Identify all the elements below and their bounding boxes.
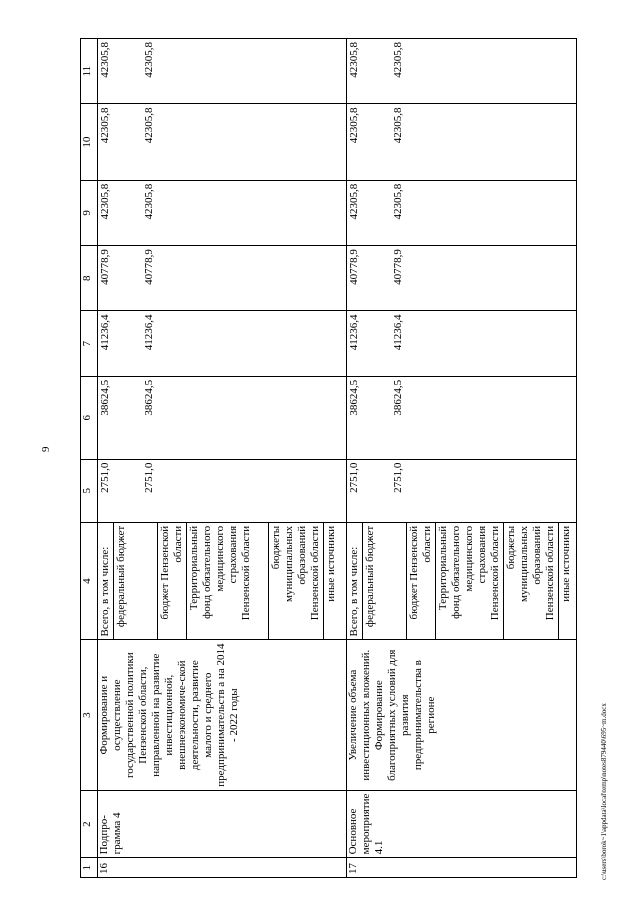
value-regional: 42305,8	[143, 42, 155, 78]
values-col-5	[98, 459, 347, 522]
value-federal	[114, 39, 142, 103]
values-col-7	[98, 311, 347, 376]
value-total: 42305,8	[99, 107, 111, 144]
value-regional: 41236,4	[143, 314, 155, 351]
program-description: Увеличение объема инвестиционных вложений. Формирование благоприятных условий для развития предпринимательства в регионе	[347, 640, 577, 790]
source-other: иные источники	[325, 525, 337, 602]
table-row	[98, 39, 347, 878]
program-name: Основное мероприятие 4.1	[347, 790, 577, 858]
footer-file-path: c:\users\borok~1\appdata\local\temp\notes879440\695~m.docx	[600, 703, 608, 880]
value-federal	[114, 181, 142, 245]
value-federal	[363, 246, 391, 310]
header-cell: 7	[81, 311, 98, 376]
value-federal	[114, 246, 142, 310]
value-total: 2751,0	[99, 462, 111, 493]
value-federal	[114, 311, 142, 375]
header-cell: 2	[81, 790, 98, 858]
source-total: Всего, в том числе:	[347, 523, 363, 640]
header-cell: 8	[81, 246, 98, 311]
value-total: 42305,8	[99, 42, 111, 78]
values-col-10	[347, 104, 577, 180]
value-regional: 42305,8	[143, 183, 155, 220]
header-cell: 5	[81, 459, 98, 522]
header-cell: 9	[81, 180, 98, 245]
value-total: 41236,4	[348, 314, 360, 351]
rotated-table-container	[80, 38, 575, 878]
values-col-11	[347, 39, 577, 104]
source-federal: федеральный бюджет	[363, 523, 407, 640]
budget-table	[80, 38, 577, 878]
value-total: 42305,8	[348, 183, 360, 220]
program-name: Подпро-грамма 4	[98, 790, 347, 858]
value-federal	[363, 377, 391, 459]
values-col-8	[347, 246, 577, 311]
value-federal	[363, 181, 391, 245]
values-col-6	[98, 376, 347, 459]
values-col-7	[347, 311, 577, 376]
source-other: иные источники	[560, 525, 572, 602]
header-cell: 11	[81, 39, 98, 104]
values-col-9	[347, 180, 577, 245]
value-total: 38624,5	[99, 379, 111, 416]
value-federal	[114, 460, 142, 522]
value-federal	[363, 460, 391, 522]
table-row	[347, 39, 577, 878]
values-col-8	[98, 246, 347, 311]
value-federal	[363, 39, 391, 103]
value-total: 38624,5	[348, 379, 360, 416]
value-regional: 42305,8	[392, 183, 404, 220]
value-federal	[363, 311, 391, 375]
source-regional: бюджет Пензенской области	[158, 523, 187, 640]
header-cell: 3	[81, 640, 98, 790]
program-description: Формирование и осуществление государственной политики Пензенской области, направленной на развитие инвестиционной, внешнеэкономиче-ской деятельности, развитие малого и среднего предпринимательств а на 2014 - 2022 годы	[98, 640, 347, 790]
source-total: Всего, в том числе:	[98, 523, 114, 640]
row-number: 17	[347, 858, 577, 878]
values-col-11	[98, 39, 347, 104]
value-total: 41236,4	[99, 314, 111, 351]
source-municipal: бюджеты муниципальных образований Пензенской области	[504, 523, 559, 640]
source-tfoms: Территориальный фонд обязательного медицинского страхования Пензенской области	[187, 523, 269, 640]
row-number: 16	[98, 858, 347, 878]
value-total: 42305,8	[99, 183, 111, 220]
value-regional: 38624,5	[143, 379, 155, 416]
value-total: 40778,9	[348, 249, 360, 285]
value-total: 42305,8	[348, 107, 360, 144]
values-col-10	[98, 104, 347, 180]
value-federal	[114, 377, 142, 459]
funding-sources	[347, 522, 577, 640]
value-total: 42305,8	[348, 42, 360, 78]
value-regional: 2751,0	[392, 462, 404, 493]
value-federal	[114, 104, 142, 179]
source-regional: бюджет Пензенской области	[407, 523, 436, 640]
value-regional: 2751,0	[143, 462, 155, 493]
header-cell: 4	[81, 522, 98, 640]
header-cell: 6	[81, 376, 98, 459]
source-tfoms: Территориальный фонд обязательного медицинского страхования Пензенской области	[436, 523, 504, 640]
page-number: 9	[40, 446, 52, 452]
values-col-6	[347, 376, 577, 459]
value-regional: 42305,8	[392, 42, 404, 78]
value-regional: 38624,5	[392, 379, 404, 416]
source-municipal: бюджеты муниципальных образований Пензенской области	[269, 523, 324, 640]
values-col-9	[98, 180, 347, 245]
value-regional: 40778,9	[392, 249, 404, 285]
funding-sources	[98, 522, 347, 640]
value-regional: 41236,4	[392, 314, 404, 351]
value-federal	[363, 104, 391, 179]
source-federal: федеральный бюджет	[114, 523, 158, 640]
values-col-5	[347, 459, 577, 522]
value-regional: 42305,8	[143, 107, 155, 144]
header-cell: 10	[81, 104, 98, 180]
value-regional: 42305,8	[392, 107, 404, 144]
header-cell: 1	[81, 858, 98, 878]
value-total: 40778,9	[99, 249, 111, 285]
value-total: 2751,0	[348, 462, 360, 493]
header-row	[81, 39, 98, 878]
value-regional: 40778,9	[143, 249, 155, 285]
